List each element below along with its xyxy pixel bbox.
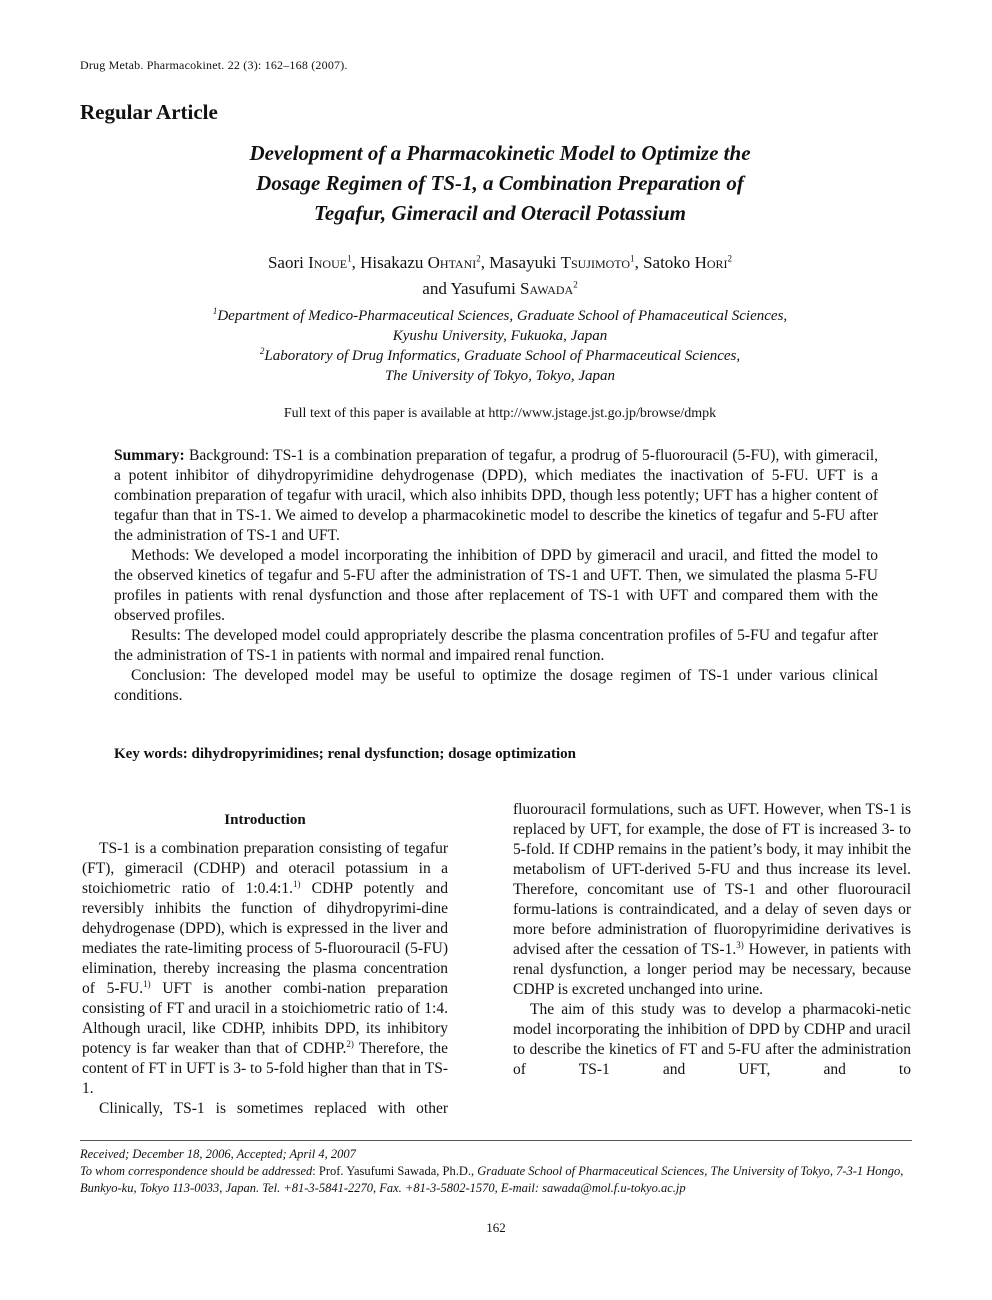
affiliation-1: Department of Medico-Pharmaceutical Sciences, Graduate School of Phamaceutical Sciences, bbox=[217, 308, 788, 324]
footnote-divider bbox=[80, 1140, 912, 1141]
author-list: Saori Inoue$^1$, Hisakazu Ohtani$^2$, Masayuki Tsujimoto$^1$, Satoko Hori$^2$ and Yasufumi Sawada$^2$ bbox=[267, 253, 733, 298]
author-aff: 1 bbox=[347, 253, 352, 264]
author-last: Hori bbox=[694, 253, 728, 272]
summary-abstract bbox=[114, 446, 878, 706]
author-aff: 2 bbox=[573, 279, 578, 290]
intro-paragraph-2-start: Clinically, TS-1 is sometimes replaced with other bbox=[99, 1100, 448, 1117]
left-column bbox=[82, 800, 448, 1119]
author-aff: 1 bbox=[630, 253, 635, 264]
author-aff: 2 bbox=[476, 253, 481, 264]
affiliations bbox=[100, 306, 900, 386]
intro-paragraph-3: The aim of this study was to develop a pharmacoki-netic model incorporating the inhibition of DPD by CDHP and uracil to describe the kinetics of FT and 5-FU after the administration of TS-1 and UFT, and to bbox=[513, 1001, 911, 1078]
correspondence-address: Graduate School of Pharmaceutical Sciences, The University of Tokyo, 7-3-1 Hongo, Bunkyo-ku, Tokyo 113-0033, Japan. Tel. +81-3-5841-2270, Fax. +81-3-5802-1570, E-mail: sawada@mol.f.u-tokyo.ac.jp bbox=[80, 1164, 904, 1195]
key-words: Key words: dihydropyrimidines; renal dysfunction; dosage optimization bbox=[114, 746, 576, 762]
affiliation-1-line-2: Kyushu University, Fukuoka, Japan bbox=[392, 328, 608, 344]
citation-ref[interactable]: 1) bbox=[292, 878, 301, 889]
citation-ref[interactable]: 3) bbox=[736, 939, 744, 950]
author-aff: 2 bbox=[727, 253, 733, 264]
author-last: Inoue bbox=[308, 253, 348, 272]
text-run: However, in patients with renal dysfunction, a longer period may be necessary, because CDHP is excreted unchanged into urine. bbox=[513, 941, 912, 998]
affiliation-2: Laboratory of Drug Informatics, Graduate School of Pharmaceutical Sciences, bbox=[264, 348, 741, 364]
page-number: 162 bbox=[486, 1220, 506, 1235]
affiliation-number: 1 bbox=[212, 306, 218, 316]
section-heading-introduction: Introduction bbox=[224, 812, 306, 828]
footnote bbox=[80, 1146, 912, 1197]
right-column bbox=[513, 800, 911, 1080]
author-first: Satoko bbox=[643, 253, 691, 272]
author-first: Saori bbox=[267, 253, 304, 272]
summary-conclusion: Conclusion: The developed model may be useful to optimize the dosage regimen of TS-1 under various clinical conditions. bbox=[114, 667, 878, 704]
text-run: TS-1 is a combination preparation consisting of tegafur (FT), gimeracil (CDHP) and oteracil potassium in a stoichiometric ratio of 1:0.4:1. bbox=[82, 840, 448, 897]
affiliation-2-line-2: The University of Tokyo, Tokyo, Japan bbox=[384, 368, 616, 384]
title-line-1: Development of a Pharmacokinetic Model to Optimize the bbox=[249, 141, 751, 165]
author-first: Masayuki bbox=[489, 253, 557, 272]
author-last: Tsujimoto bbox=[560, 253, 631, 272]
text-run: CDHP potently and reversibly inhibits the function of dihydropyrimi-dine dehydrogenase (DPD), which is expressed in the liver and mediates the rate-limiting process of 5-fluorouracil (5-FU) elimination, thereby increasing the plasma concentration of 5-FU. bbox=[82, 880, 448, 997]
author-last: Sawada bbox=[520, 279, 574, 298]
article-type: Regular Article bbox=[80, 100, 218, 124]
author-last: Ohtani bbox=[427, 253, 477, 272]
author-first: Hisakazu bbox=[360, 253, 424, 272]
title-line-3: Tegafur, Gimeracil and Oteracil Potassium bbox=[314, 201, 686, 225]
intro-paragraph-1 bbox=[82, 839, 448, 1099]
correspondence-name: : Prof. Yasufumi Sawada, Ph.D., bbox=[312, 1164, 478, 1178]
summary-background: Background: TS-1 is a combination preparation of tegafur, a prodrug of 5-fluorouracil (5-FU), with gimeracil, a potent inhibitor of dihydropyrimidine dehydrogenase (DPD), which mediates the inactivation of 5-FU. UFT is a combination preparation of tegafur with uracil, which also inhibits DPD, though less potently; UFT has a higher content of tegafur than that in TS-1. We aimed to develop a pharmacokinetic model to describe the kinetics of tegafur and 5-FU after the administration of TS-1 and UFT. bbox=[114, 447, 878, 544]
received-dates: Received; December 18, 2006, Accepted; April 4, 2007 bbox=[80, 1147, 356, 1161]
summary-label: Summary: bbox=[114, 447, 185, 464]
text-run: Therefore, the content of FT in UFT is 3- to 5-fold higher than that in TS-1. bbox=[82, 1040, 448, 1097]
summary-methods: Methods: We developed a model incorporating the inhibition of DPD by gimeracil and uracil, and fitted the model to the observed kinetics of tegafur and 5-FU after the administration of TS-1 and UFT. Then, we simulated the plasma 5-FU profiles in patients with renal dysfunction and those after replacement of TS-1 with UFT and compared them with the observed profiles. bbox=[114, 547, 878, 624]
full-text-availability: Full text of this paper is available at http://www.jstage.jst.go.jp/browse/dmpk bbox=[283, 406, 717, 421]
correspondence-label: To whom correspondence should be addressed bbox=[80, 1164, 313, 1178]
text-run: fluorouracil formulations, such as UFT. However, when TS-1 is replaced by UFT, for example, the dose of FT is increased 3- to 5-fold. If CDHP remains in the patient’s body, it may inhibit the metabolism of UFT-derived 5-FU and thus increase its level. Therefore, concomitant use of TS-1 and other fluorouracil formu-lations is contraindicated, and a delay of seven days or more before administration of fluoropyrimidine derivatives is advised after the cessation of TS-1. bbox=[513, 801, 911, 958]
article-title bbox=[120, 138, 880, 228]
journal-citation: Drug Metab. Pharmacokinet. 22 (3): 162–168 (2007). bbox=[80, 58, 348, 72]
citation-ref[interactable]: 1) bbox=[143, 978, 151, 989]
affiliation-number: 2 bbox=[259, 346, 265, 356]
text-run: UFT is another combi-nation preparation consisting of FT and uracil in a stoichiometric ratio of 1:4. Although uracil, like CDHP, inhibits DPD, its inhibitory potency is far weaker than that of CDHP. bbox=[82, 980, 448, 1057]
author-first: Yasufumi bbox=[450, 279, 516, 298]
intro-paragraph-2-cont bbox=[513, 800, 911, 1000]
title-line-2: Dosage Regimen of TS-1, a Combination Preparation of bbox=[256, 171, 744, 195]
citation-ref[interactable]: 2) bbox=[346, 1038, 354, 1049]
summary-results: Results: The developed model could appropriately describe the plasma concentration profiles of 5-FU and tegafur after the administration of TS-1 in patients with normal and impaired renal function. bbox=[114, 627, 878, 664]
